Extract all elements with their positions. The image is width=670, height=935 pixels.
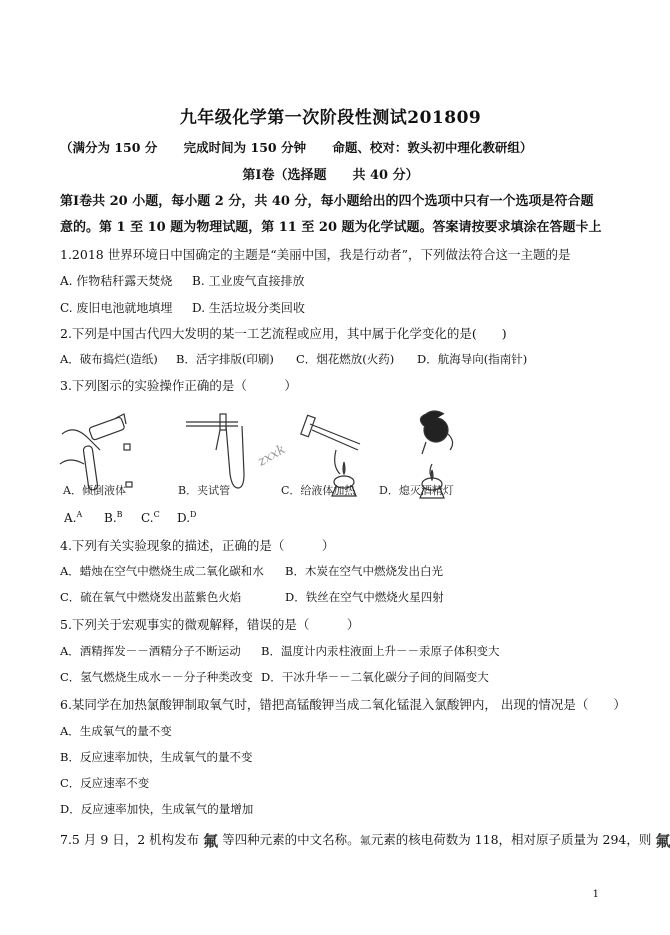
question-1-option-c: C. 废旧电池就地填埋 [60, 301, 173, 315]
element-glyph: 氟 [203, 832, 219, 850]
question-3-option-d [177, 510, 196, 525]
full-score: （满分为 150 分 [60, 140, 158, 155]
exam-authors: 命题、校对：敦头初中理化教研组） [332, 140, 533, 155]
question-6-option-d: D．反应速率加快，生成氧气的量增加 [60, 802, 254, 816]
section-heading: 第Ⅰ卷（选择题 共 40 分） [242, 168, 419, 183]
figure-caption-c: C．给液体加热 [281, 484, 356, 497]
question-1-option-d: D. 生活垃圾分类回收 [192, 301, 305, 315]
page-title: 九年级化学第一次阶段性测试201809 [179, 108, 482, 128]
question-3-option-c-sup: C [153, 510, 160, 519]
question-4-option-c: C．硫在氧气中燃烧发出蓝紫色火焰 [60, 590, 242, 604]
test-tube-clamp-illustration [186, 414, 244, 488]
figure-watermark: zxxk [255, 441, 289, 470]
instruction-line-2: 意的。第 1 至 10 题为物理试题，第 11 至 20 题为化学试题。答案请按要求填涂在答题卡上 [60, 220, 602, 235]
question-3-option-a-label: A. [64, 511, 77, 525]
question-1-stem: 1.2018 世界环境日中国确定的主题是“美丽中国，我是行动者”，下列做法符合这一主题的是 [60, 247, 571, 262]
figure-caption-d: D．熄灭酒精灯 [379, 484, 454, 497]
question-5-stem: 5.下列关于宏观事实的微观解释，错误的是（ ） [60, 617, 360, 632]
question-5-option-a: A．酒精挥发－－酒精分子不断运动 [60, 644, 241, 658]
exam-info [60, 138, 554, 156]
question-7-part-1: 7.5 月 9 日，2 机构发布 [60, 832, 200, 847]
question-4-option-b: B．木炭在空气中燃烧发出白光 [285, 564, 443, 578]
question-2-option-a: A．破布捣烂(造纸) [60, 352, 158, 366]
question-4-option-a: A．蜡烛在空气中燃烧生成二氧化碳和水 [60, 564, 264, 578]
question-3-option-d-sup: D [190, 510, 197, 519]
question-1-option-a: A. 作物秸秆露天焚烧 [60, 274, 173, 288]
question-4-stem: 4.下列有关实验现象的描述，正确的是（ ） [60, 538, 335, 553]
question-6-stem: 6.某同学在加热氯酸钾制取氧气时，错把高锰酸钾当成二氧化锰混入氯酸钾内， 出现的情况是（ ） [60, 697, 626, 712]
question-6-option-c: C．反应速率不变 [60, 776, 150, 790]
question-3-option-d-label: D. [177, 511, 191, 525]
element-glyph-small: 氟 [359, 834, 371, 847]
question-3-option-c [141, 510, 160, 525]
exam-time: 完成时间为 150 分钟 [183, 140, 306, 155]
question-3-option-b [104, 510, 123, 525]
question-2-stem: 2.下列是中国古代四大发明的某一工艺流程或应用，其中属于化学变化的是( ) [60, 326, 507, 341]
question-1-option-b: B. 工业废气直接排放 [192, 274, 305, 288]
question-7-part-3: 元素的核电荷数为 118，相对原子质量为 294，则 [370, 832, 652, 847]
question-3-option-a-sup: A [76, 510, 83, 519]
page-number: 1 [592, 889, 599, 900]
question-6-option-a: A．生成氧气的量不变 [60, 724, 172, 738]
question-5-option-c: C．氢气燃烧生成水－－分子种类改变 [60, 670, 253, 684]
question-5-option-d: D．干冰升华－－二氧化碳分子间的间隔变大 [261, 670, 489, 684]
question-2-option-c: C．烟花燃放(火药) [296, 352, 395, 366]
element-glyph-end: 氟 [655, 832, 670, 850]
question-3-option-a [64, 510, 82, 525]
question-5-option-b: B．温度计内汞柱液面上升－－汞原子体积变大 [261, 644, 500, 658]
question-7-part-2: 等四种元素的中文名称。 [222, 832, 360, 847]
question-2-option-d: D．航海导向(指南针) [417, 352, 528, 366]
question-3-option-b-sup: B [116, 510, 123, 519]
question-2-option-b: B．活字排版(印刷) [176, 352, 274, 366]
question-3-stem: 3.下列图示的实验操作正确的是（ ） [60, 378, 297, 393]
question-7-stem [60, 830, 670, 851]
question-4-option-d: D．铁丝在空气中燃烧火星四射 [285, 590, 444, 604]
pouring-liquid-illustration [60, 414, 132, 490]
question-3-option-b-label: B. [104, 511, 117, 525]
figure-caption-b: B．夹试管 [178, 484, 231, 497]
question-3-option-c-label: C. [141, 511, 154, 525]
instruction-line-1: 第Ⅰ卷共 20 小题，每小题 2 分，共 40 分，每小题给出的四个选项中只有一个选项是符合题 [60, 194, 594, 209]
figure-caption-a: A．倾倒液体 [63, 484, 126, 497]
question-6-option-b: B．反应速率加快，生成氧气的量不变 [60, 750, 253, 764]
